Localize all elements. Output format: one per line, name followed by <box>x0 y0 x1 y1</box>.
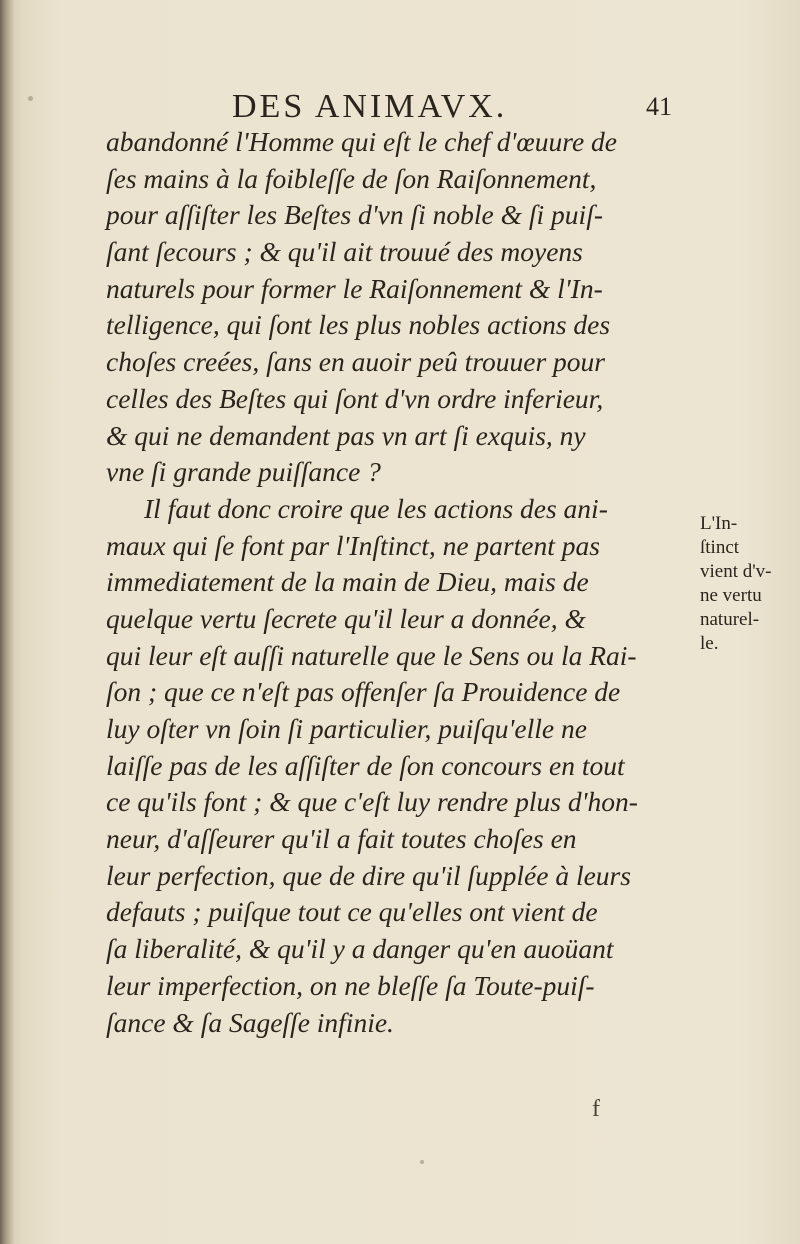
text-line: & qui ne demandent pas vn art ſi exquis, ny <box>106 419 586 451</box>
text-line: leur imperfection, on ne bleſſe ſa Toute-puiſ- <box>106 969 595 1001</box>
page-header <box>232 88 672 128</box>
text-line: qui leur eſt auſſi naturelle que le Sens ou la Rai- <box>106 639 637 671</box>
text-line: quelque vertu ſecrete qu'il leur a donnée, & <box>106 602 586 634</box>
text-line: ſes mains à la foibleſſe de ſon Raiſonnement, <box>106 162 597 194</box>
text-line: ſant ſecours ; & qu'il ait trouué des moyens <box>106 236 583 268</box>
catchword: f <box>592 1096 600 1122</box>
paper-foxing-spot <box>420 1160 424 1164</box>
binding-gutter <box>0 0 14 1244</box>
body-text <box>106 124 692 1041</box>
margin-note-line: vient d'v- <box>700 561 772 582</box>
running-title: DES ANIMAVX. <box>232 88 508 125</box>
text-line: naturels pour former le Raiſonnement & l'In- <box>106 272 603 304</box>
text-line: ſon ; que ce n'eſt pas offenſer ſa Prouidence de <box>106 676 621 708</box>
marginal-note <box>700 512 796 656</box>
margin-note-line: L'In- <box>700 513 738 534</box>
page-number: 41 <box>646 92 672 121</box>
paper-foxing-spot <box>28 96 33 101</box>
margin-note-line: le. <box>700 633 719 654</box>
text-line: leur perfection, que de dire qu'il ſupplée à leurs <box>106 859 631 891</box>
text-line: ſance & ſa Sageſſe infinie. <box>106 1006 394 1038</box>
margin-note-line: naturel- <box>700 609 760 630</box>
text-line: vne ſi grande puiſſance ? <box>106 456 381 488</box>
text-line: ſa liberalité, & qu'il y a danger qu'en auoüant <box>106 933 614 965</box>
text-line: maux qui ſe font par l'Inſtinct, ne partent pas <box>106 529 600 561</box>
text-line: luy oſter vn ſoin ſi particulier, puiſqu'elle ne <box>106 713 587 744</box>
text-line: immediatement de la main de Dieu, mais de <box>106 566 589 598</box>
text-line: choſes creées, ſans en auoir peû trouuer pour <box>106 346 605 378</box>
text-line: abandonné l'Homme qui eſt le chef d'œuure de <box>106 126 617 157</box>
text-line: celles des Beſtes qui ſont d'vn ordre inferieur, <box>106 382 604 414</box>
text-line: ce qu'ils font ; & que c'eſt luy rendre plus d'hon- <box>106 786 638 818</box>
paragraph-first-line: Il faut donc croire que les actions des ani- <box>144 492 608 524</box>
text-line: neur, d'aſſeurer qu'il a fait toutes choſes en <box>106 823 577 855</box>
text-line: defauts ; puiſque tout ce qu'elles ont vient de <box>106 896 598 928</box>
margin-note-line: ſtinct <box>700 537 740 558</box>
margin-note-line: ne vertu <box>700 585 762 606</box>
text-line: pour aſſiſter les Beſtes d'vn ſi noble & ſi puiſ- <box>106 199 604 231</box>
text-line: telligence, qui ſont les plus nobles actions des <box>106 309 611 341</box>
text-line: laiſſe pas de les aſſiſter de ſon concours en tout <box>106 749 625 781</box>
